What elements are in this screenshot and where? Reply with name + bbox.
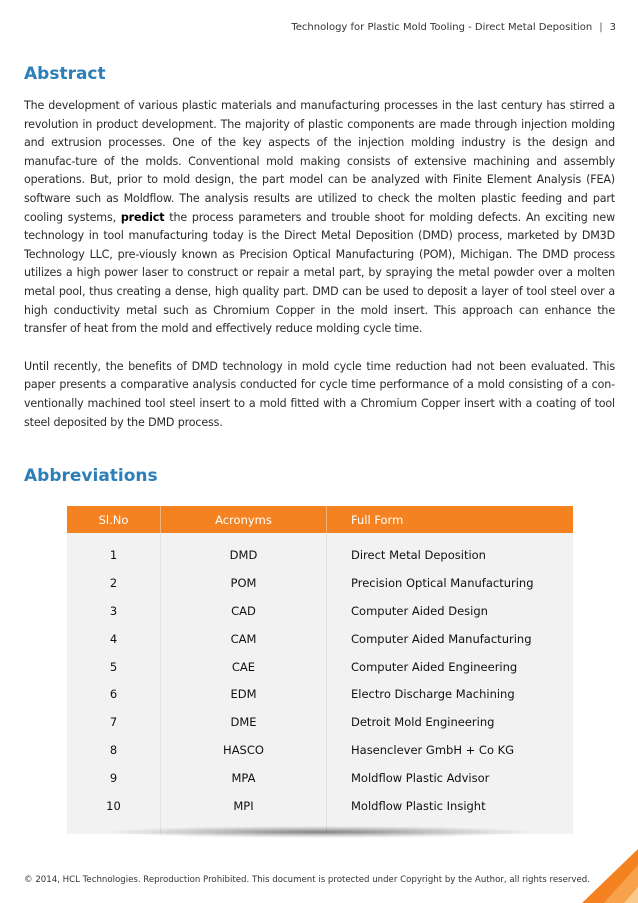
row-full-form: Direct Metal Deposition <box>327 533 574 569</box>
column-header-acronyms: Acronyms <box>161 506 327 533</box>
abstract-p1-before: The development of various plastic materials and manufacturing processes in the last century has stirred a revolution in product development. The majority of plastic components are made through injection molding and extrusion processes. One of the key aspects of the injection molding industry is the design and manufac-ture of the molds. Conventional mold making consists of extensive machining and assembly operations. But, prior to mold design, the part model can be analyzed with Finite Element Analysis (FEA) software such as Moldflow. The analysis results are utilized to check the molten plastic feeding and part cooling systems, <box>24 99 615 224</box>
row-acronym: DMD <box>161 533 327 569</box>
page-header <box>291 22 616 33</box>
row-acronym: CAD <box>161 597 327 625</box>
table-row <box>67 597 573 625</box>
row-sl-no: 8 <box>109 743 118 758</box>
table-row <box>67 533 573 569</box>
header-title: Technology for Plastic Mold Tooling - Direct Metal Deposition <box>291 22 593 33</box>
abbreviations-table <box>67 506 573 834</box>
table-row <box>67 736 573 764</box>
row-full-form: Electro Discharge Machining <box>327 680 574 708</box>
row-sl-no: 1 <box>109 547 118 562</box>
table-row <box>67 764 573 792</box>
row-acronym: EDM <box>161 680 327 708</box>
row-full-form: Precision Optical Manufacturing <box>327 569 574 597</box>
row-acronym: CAE <box>161 653 327 681</box>
row-sl-no: 9 <box>109 771 118 786</box>
row-sl-no: 2 <box>109 575 118 590</box>
column-header-sl-no: Sl.No <box>67 506 161 533</box>
corner-decoration-icon <box>558 843 638 903</box>
row-full-form: Computer Aided Engineering <box>327 653 574 681</box>
row-full-form: Moldflow Plastic Insight <box>327 792 574 834</box>
row-full-form: Computer Aided Design <box>327 597 574 625</box>
row-acronym: DME <box>161 708 327 736</box>
abstract-p1-after: the process parameters and trouble shoot for molding defects. An exciting new technology in tool manufacturing today is the Direct Metal Deposition (DMD) process, marketed by DM3D Technology LLC, pre-viously known as Precision Optical Manufacturing (POM), Michigan. The DMD process utilizes a high power laser to construct or repair a metal part, by spraying the metal powder over a molten metal pool, thus creating a dense, high quality part. DMD can be used to deposit a layer of tool steel over a high conductivity metal such as Chromium Copper in the mold insert. This approach can enhance the transfer of heat from the mold and effectively reduce molding cycle time. <box>24 210 615 336</box>
footer-copyright: © 2014, HCL Technologies. Reproduction Prohibited. This document is protected under Copyright by the Author, all rights reserved. <box>24 875 590 885</box>
abstract-body <box>24 97 615 432</box>
row-sl-no: 6 <box>109 687 118 702</box>
table-row <box>67 653 573 681</box>
row-full-form: Moldflow Plastic Advisor <box>327 764 574 792</box>
row-full-form: Detroit Mold Engineering <box>327 708 574 736</box>
row-sl-no: 7 <box>109 715 118 730</box>
row-acronym: MPI <box>161 792 327 834</box>
abstract-paragraph-2: Until recently, the benefits of DMD technology in mold cycle time reduction had not been evaluated. This paper presents a comparative analysis conducted for cycle time performance of a mold consisting of a con-ventionally machined tool steel insert to a mold fitted with a Chromium Copper insert with a coating of tool steel deposited by the DMD process. <box>24 359 615 429</box>
table-row <box>67 680 573 708</box>
table-header-row <box>67 506 573 533</box>
row-sl-no: 10 <box>106 798 121 813</box>
abstract-paragraph-1 <box>24 97 615 339</box>
row-acronym: MPA <box>161 764 327 792</box>
row-acronym: POM <box>161 569 327 597</box>
page-number: 3 <box>609 22 616 33</box>
table-row <box>67 625 573 653</box>
row-full-form: Computer Aided Manufacturing <box>327 625 574 653</box>
row-sl-no: 5 <box>109 659 118 674</box>
abbreviations-table-container <box>67 506 573 834</box>
abstract-heading: Abstract <box>24 64 106 84</box>
row-acronym: CAM <box>161 625 327 653</box>
table-row <box>67 569 573 597</box>
abbreviations-heading: Abbreviations <box>24 466 158 486</box>
abstract-p1-emphasis: predict <box>120 210 165 224</box>
row-sl-no: 3 <box>109 603 118 618</box>
table-shadow <box>110 826 530 838</box>
row-acronym: HASCO <box>161 736 327 764</box>
header-separator: | <box>599 22 603 33</box>
table-row <box>67 708 573 736</box>
row-sl-no: 4 <box>109 631 118 646</box>
row-full-form: Hasenclever GmbH + Co KG <box>327 736 574 764</box>
column-header-full-form: Full Form <box>327 506 574 533</box>
